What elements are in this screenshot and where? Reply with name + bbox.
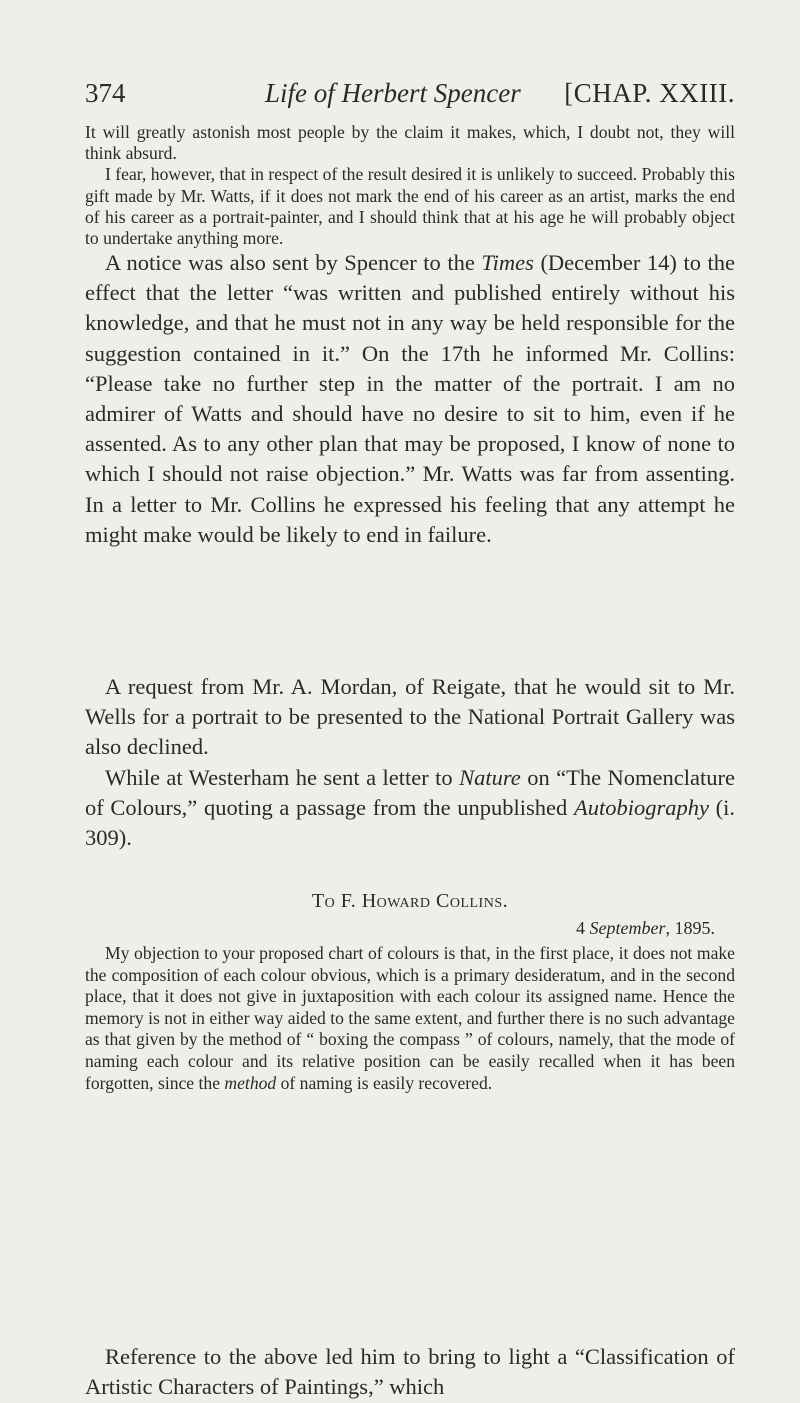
letter-body [85,943,735,1094]
paragraph-text: (i. 309). [85,795,735,851]
paragraph-text: My objection to your proposed chart of colours is that, in the first place, it does not make the composition of each colour obvious, which is a primary desideratum, and in the second place, that it does not give in juxtaposition with each colour its assigned name. Hence the memory is not in either way aided to the same extent, and further there is no such advantage as that given by the method of “ boxing the compass ” of colours, namely, that the mode of naming each colour and its relative position can be easily recalled when it has been forgotten, since the [85,943,735,1093]
page-number: 374 [85,78,126,108]
chapter-reference: [CHAP. XXIII. [564,78,735,108]
date-year: , 1895. [665,918,715,938]
narrative-paragraph [85,672,735,763]
narrative-opening [85,248,735,550]
nature-title: Nature [459,765,521,790]
date-day: 4 [576,918,590,938]
emphasis-method: method [224,1072,277,1093]
times-title: Times [481,250,534,275]
letter-paragraph [85,943,735,1094]
narrative-paragraph: Reference to the above led him to bring to light a “Classification of Artistic Characters of Paintings,” which [85,1344,735,1399]
narrative-paragraph [85,763,735,854]
letter-heading: To F. Howard Collins. [311,890,509,912]
paragraph-text: While at Westerham he sent a letter to [105,765,460,790]
page-header [85,78,735,118]
quoted-letter-continuation [85,122,735,249]
narrative-paragraph [85,248,735,550]
quote-paragraph: It will greatly astonish most people by the claim it makes, which, I doubt not, they will think absurd. [85,122,735,164]
narrative-closing-paragraph [85,763,735,854]
letter-date [576,918,715,939]
autobiography-title: Autobiography [573,795,709,821]
paragraph-text: A notice was also sent by Spencer to the [105,250,482,275]
paragraph-text: (December 14) to the effect that the letter “was written and published entirely without his knowledge, and that he must not in any way be held responsible for the suggestion contained in it.” On the 17th he informed Mr. Collins: “Please take no further step in the matter of the portrait. I am no admirer of Watts and should have no desire to sit to him, even if he assented. As to any other plan that may be proposed, I know of none to which I should not raise objection.” Mr. Watts was far from assenting. In a letter to Mr. Collins he expressed his feeling that any attempt he might make would be likely to end in failure. [85,250,736,547]
paragraph-text: of naming is easily recovered. [276,1072,493,1093]
paragraph-text: on “The Nomenclature of Colours,” quoting a passage from the unpublished [85,765,735,821]
running-title: Life of Herbert Spencer [265,78,521,108]
narrative-block [85,672,735,763]
quote-paragraph: I fear, however, that in respect of the result desired it is unlikely to succeed. Probably this gift made by Mr. Watts, if it does not mark the end of his career as an artist, marks the end of his career as a portrait-painter, and I should think that at his age he will probably object to undertake anything more. [85,164,735,249]
paragraph-text: A request from Mr. A. Mordan, of Reigate, that he would sit to Mr. Wells for a portrait to be presented to the National Portrait Gallery was also declined. [85,674,735,760]
date-month: September [589,918,666,938]
closing-paragraph [85,1342,735,1402]
